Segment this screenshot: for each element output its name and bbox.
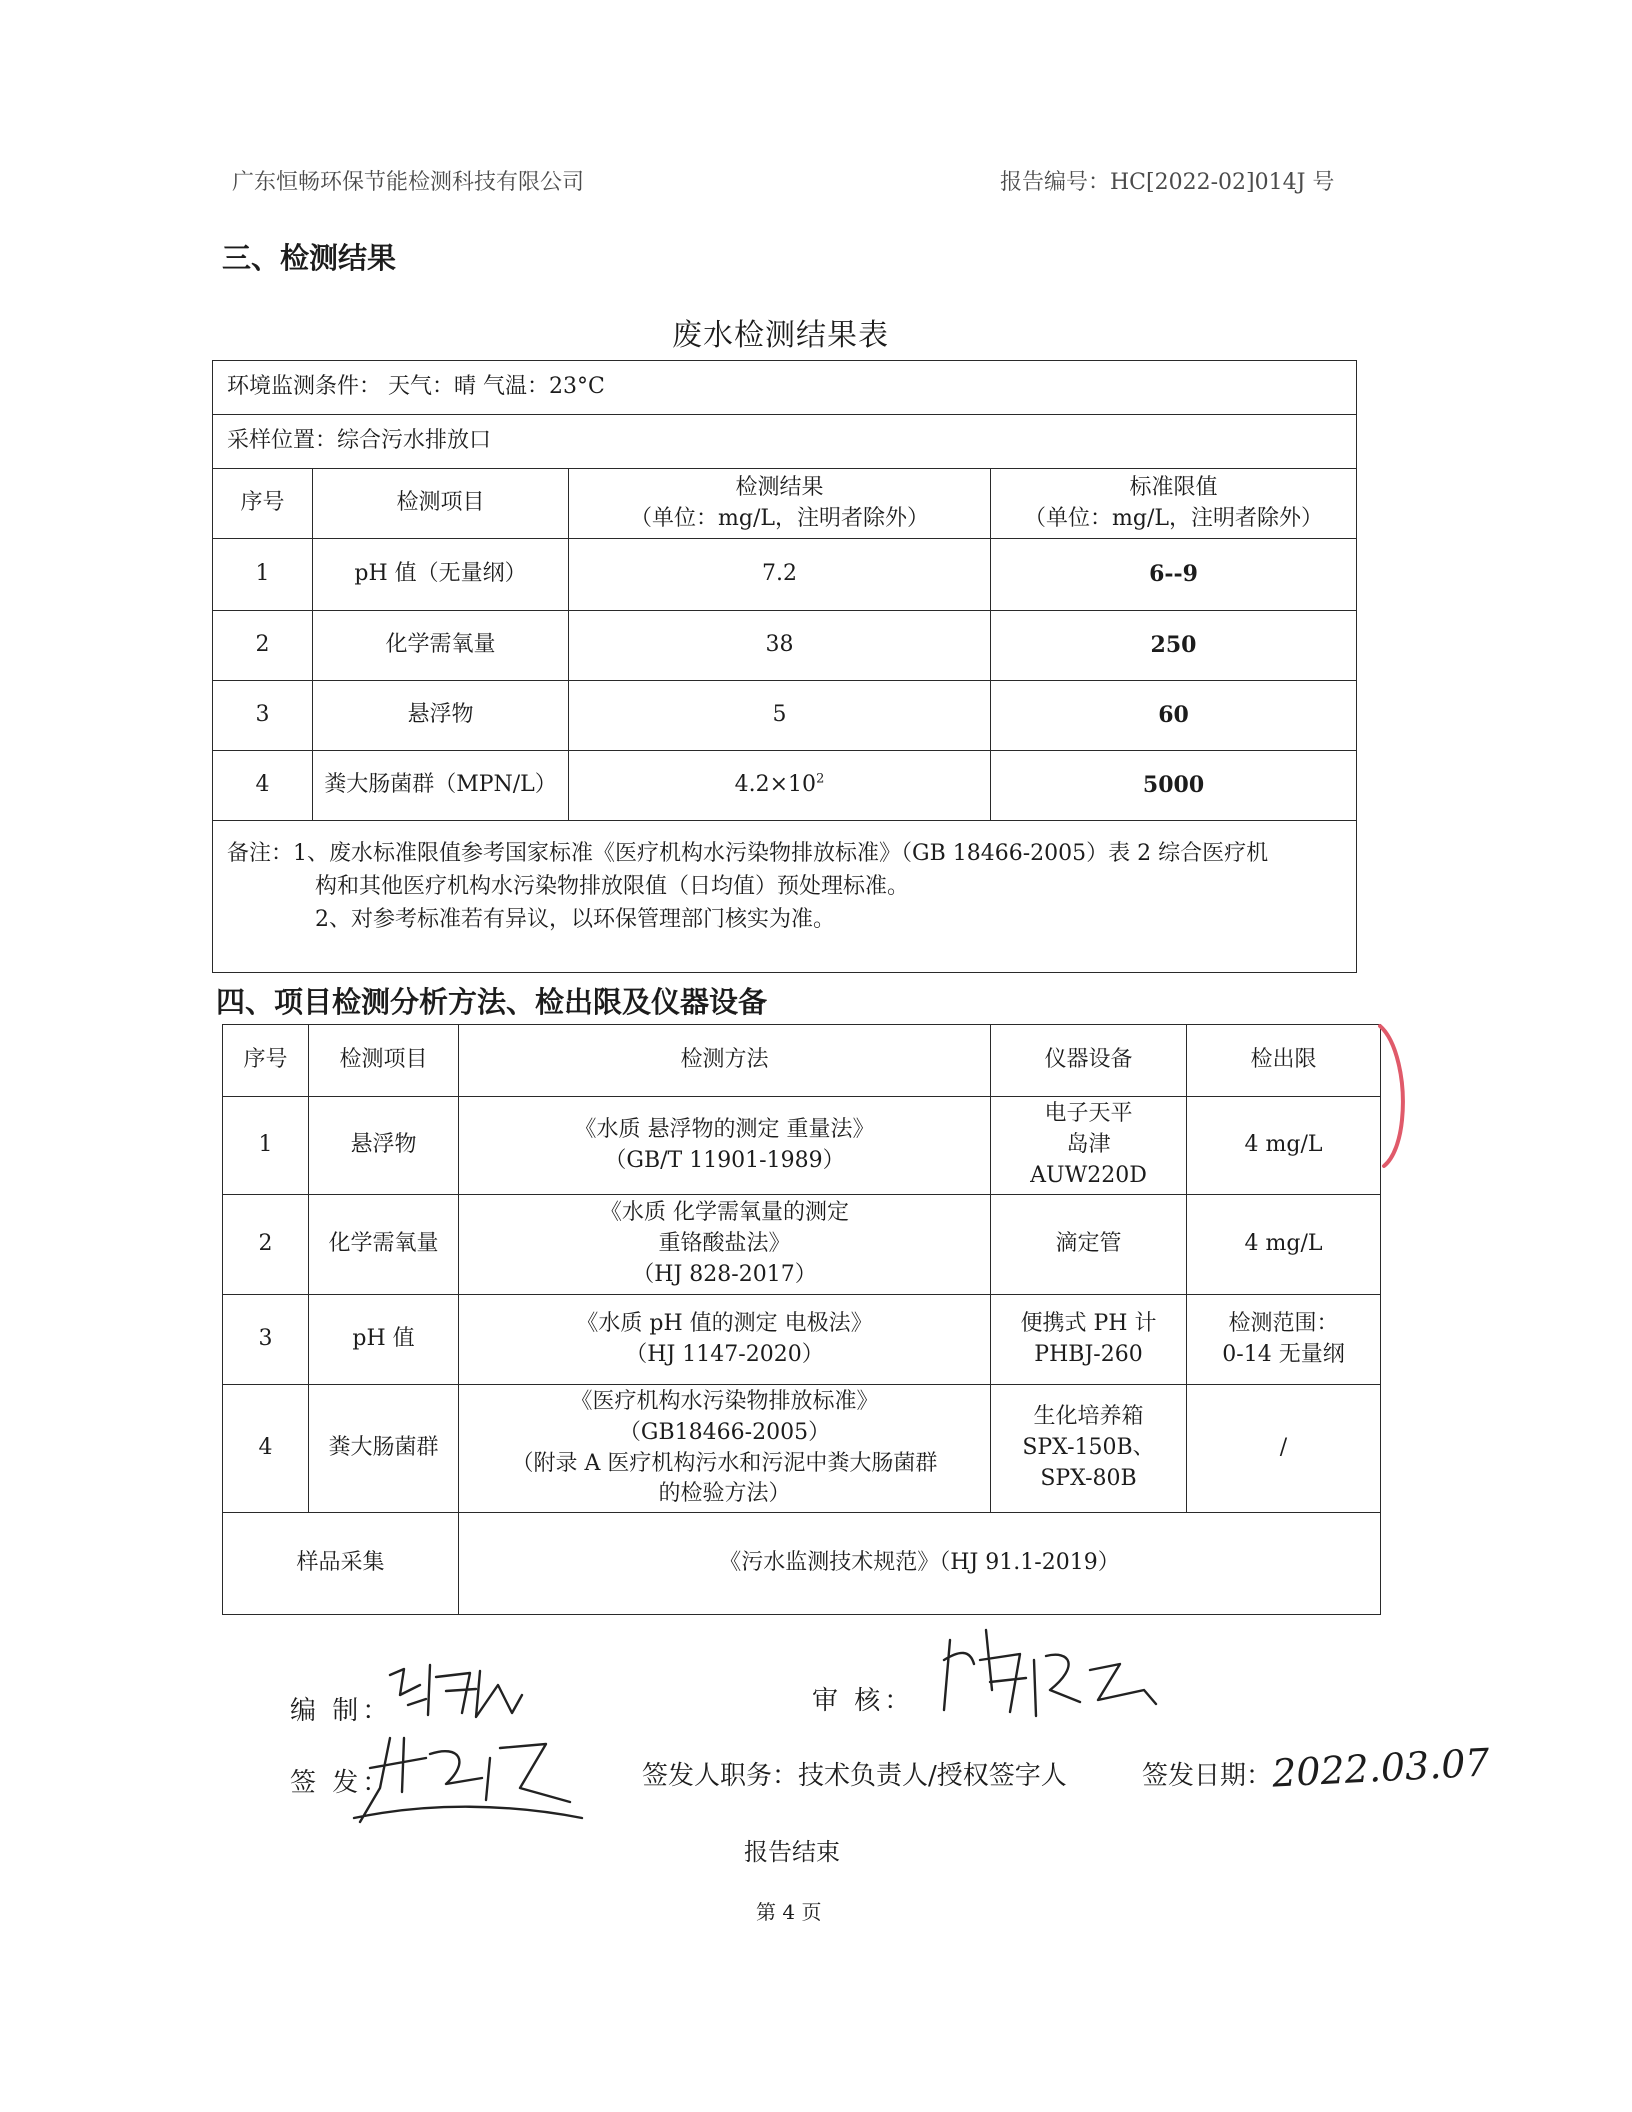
section3-title: 三、检测结果 <box>222 241 397 275</box>
col-header-item: 检测项目 <box>313 469 569 539</box>
method-line: 的检验方法） <box>658 1481 791 1507</box>
col-header-result <box>569 469 991 539</box>
method-line: 《医疗机构水污染物排放标准》 <box>570 1389 879 1414</box>
row-method <box>459 1295 991 1385</box>
method-line: 《水质 pH 值的测定 电极法》 <box>576 1310 873 1336</box>
row-instrument: 滴定管 <box>991 1195 1187 1295</box>
remarks <box>213 821 1357 973</box>
method-line: （HJ 828-2017） <box>632 1261 817 1287</box>
reviewed-label: 审 核： <box>812 1686 915 1716</box>
issue-date: 2022.03.07 <box>1270 1740 1491 1796</box>
result-exponent: 2 <box>816 771 825 787</box>
row-no: 1 <box>223 1097 309 1195</box>
table-row <box>223 1097 1381 1195</box>
row-limit: 60 <box>991 681 1357 751</box>
row-result: 7.2 <box>569 539 991 611</box>
row-detection-limit: 4 mg/L <box>1187 1195 1381 1295</box>
page-number: 第 4 页 <box>756 1900 822 1924</box>
instrument-line: SPX-150B、 <box>1022 1435 1155 1461</box>
table-row <box>213 751 1357 821</box>
results-table <box>212 360 1357 973</box>
row-result <box>569 751 991 821</box>
report-end: 报告结束 <box>744 1838 840 1866</box>
col-header-result-title: 检测结果 <box>735 474 824 500</box>
row-item: pH 值 <box>309 1295 459 1385</box>
limit-line: 检测范围： <box>1228 1310 1339 1336</box>
row-item: 悬浮物 <box>313 681 569 751</box>
result-mantissa: 4.2×10 <box>734 772 817 798</box>
row-no: 3 <box>213 681 313 751</box>
issued-label: 签 发： <box>290 1768 393 1798</box>
col-header-method: 检测方法 <box>459 1025 991 1097</box>
row-method <box>459 1195 991 1295</box>
remark-line-3: 2、对参考标准若有异议，以环保管理部门核实为准。 <box>315 907 835 932</box>
row-item: 悬浮物 <box>309 1097 459 1195</box>
report-number: 报告编号：HC[2022-02]014J 号 <box>1000 170 1335 195</box>
table-row <box>213 611 1357 681</box>
row-limit: 5000 <box>991 751 1357 821</box>
instrument-line: 电子天平 <box>1044 1101 1133 1127</box>
table-row <box>213 539 1357 611</box>
method-line: （附录 A 医疗机构污水和污泥中粪大肠菌群 <box>511 1450 938 1476</box>
table-row <box>223 1385 1381 1513</box>
sampling-location: 采样位置：综合污水排放口 <box>213 415 1357 469</box>
method-line: （HJ 1147-2020） <box>625 1341 824 1367</box>
methods-table <box>222 1024 1381 1615</box>
row-limit: 250 <box>991 611 1357 681</box>
table-row <box>223 1195 1381 1295</box>
row-result: 5 <box>569 681 991 751</box>
col-header-limit <box>991 469 1357 539</box>
method-line: 《水质 悬浮物的测定 重量法》 <box>574 1116 875 1142</box>
row-result: 38 <box>569 611 991 681</box>
method-line: （GB/T 11901-1989） <box>604 1147 845 1173</box>
instrument-line: PHBJ-260 <box>1034 1341 1143 1367</box>
issuer-position: 签发人职务：技术负责人/授权签字人 <box>642 1761 1067 1791</box>
issuer-signature <box>350 1718 590 1828</box>
row-detection-limit <box>1187 1295 1381 1385</box>
issue-date-label: 签发日期： <box>1142 1761 1273 1791</box>
sampling-method: 《污水监测技术规范》（HJ 91.1-2019） <box>459 1513 1381 1615</box>
limit-line: 0-14 无量纲 <box>1222 1341 1345 1367</box>
col-header-limit-unit: （单位：mg/L，注明者除外） <box>1024 505 1323 531</box>
table-row <box>223 1513 1381 1615</box>
row-no: 4 <box>213 751 313 821</box>
col-header-item: 检测项目 <box>309 1025 459 1097</box>
col-header-no: 序号 <box>213 469 313 539</box>
row-instrument <box>991 1097 1187 1195</box>
table-row <box>223 1295 1381 1385</box>
row-item: 粪大肠菌群（MPN/L） <box>313 751 569 821</box>
instrument-line: AUW220D <box>1030 1162 1147 1188</box>
instrument-line: 岛津 <box>1066 1132 1111 1158</box>
remark-line-1: 备注：1、废水标准限值参考国家标准《医疗机构水污染物排放标准》（GB 18466-2005）表 2 综合医疗机 <box>227 841 1269 866</box>
row-method <box>459 1385 991 1513</box>
row-limit: 6--9 <box>991 539 1357 611</box>
remark-line-2: 构和其他医疗机构水污染物排放限值（日均值）预处理标准。 <box>315 874 910 899</box>
row-item: 粪大肠菌群 <box>309 1385 459 1513</box>
row-no: 1 <box>213 539 313 611</box>
section4-title: 四、项目检测分析方法、检出限及仪器设备 <box>216 985 768 1019</box>
method-line: 重铬酸盐法》 <box>658 1231 791 1257</box>
method-line: （GB18466-2005） <box>618 1419 831 1445</box>
reviewer-signature <box>930 1620 1170 1730</box>
row-item: 化学需氧量 <box>313 611 569 681</box>
instrument-line: 便携式 PH 计 <box>1020 1310 1157 1336</box>
company-name: 广东恒畅环保节能检测科技有限公司 <box>232 170 585 195</box>
table-row <box>213 681 1357 751</box>
col-header-instrument: 仪器设备 <box>991 1025 1187 1097</box>
row-detection-limit: / <box>1187 1385 1381 1513</box>
row-item: pH 值（无量纲） <box>313 539 569 611</box>
sampling-label: 样品采集 <box>223 1513 459 1615</box>
col-header-no: 序号 <box>223 1025 309 1097</box>
row-no: 4 <box>223 1385 309 1513</box>
row-instrument <box>991 1385 1187 1513</box>
row-detection-limit: 4 mg/L <box>1187 1097 1381 1195</box>
row-no: 2 <box>223 1195 309 1295</box>
compiled-label: 编 制： <box>290 1696 393 1726</box>
method-line: 《水质 化学需氧量的测定 <box>600 1200 849 1226</box>
row-no: 2 <box>213 611 313 681</box>
row-method <box>459 1097 991 1195</box>
col-header-detection-limit: 检出限 <box>1187 1025 1381 1097</box>
row-item: 化学需氧量 <box>309 1195 459 1295</box>
col-header-limit-title: 标准限值 <box>1129 474 1218 500</box>
row-no: 3 <box>223 1295 309 1385</box>
col-header-result-unit: （单位：mg/L，注明者除外） <box>630 505 929 531</box>
pen-mark-decoration <box>1376 1020 1416 1170</box>
monitoring-conditions: 环境监测条件： 天气：晴 气温：23°C <box>213 361 1357 415</box>
instrument-line: 生化培养箱 <box>1033 1404 1144 1430</box>
instrument-line: SPX-80B <box>1040 1465 1137 1491</box>
results-table-title: 废水检测结果表 <box>672 318 889 353</box>
row-instrument <box>991 1295 1187 1385</box>
